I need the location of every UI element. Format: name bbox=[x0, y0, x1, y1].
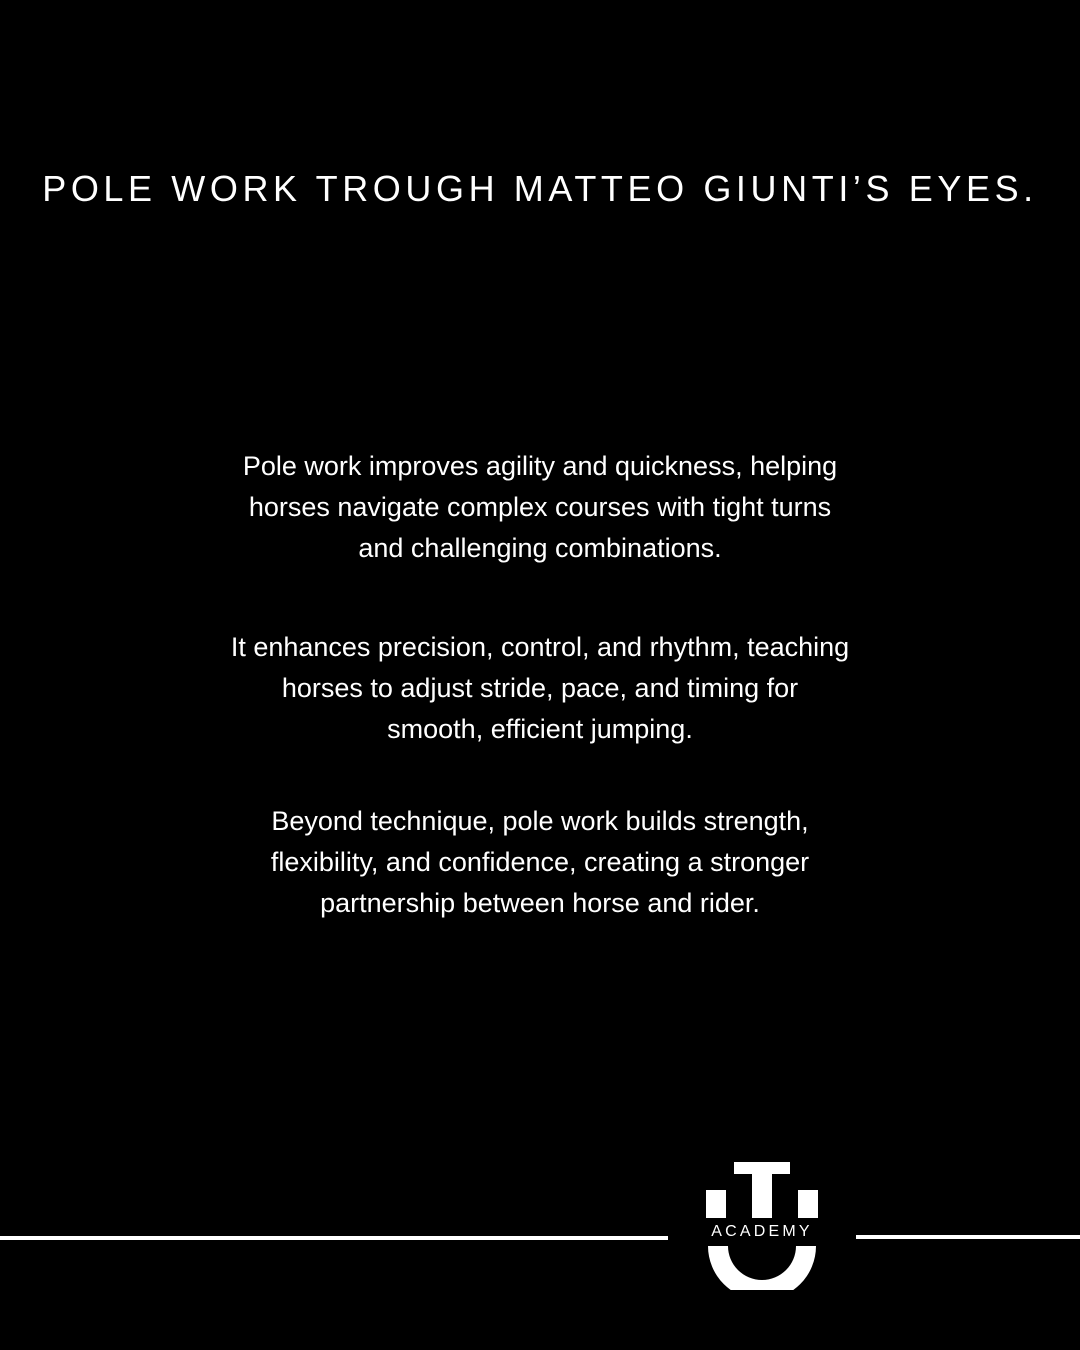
paragraph-agility bbox=[140, 446, 940, 569]
paragraph-strength bbox=[140, 801, 940, 924]
paragraph-line: horses navigate complex courses with tight turns bbox=[248, 492, 832, 522]
divider-left bbox=[0, 1236, 668, 1240]
paragraph-line: smooth, efficient jumping. bbox=[387, 714, 693, 744]
paragraph-line: flexibility, and confidence, creating a stronger bbox=[270, 847, 810, 877]
academy-wordmark: ACADEMY bbox=[711, 1223, 813, 1240]
paragraph-line: It enhances precision, control, and rhythm, teaching bbox=[230, 632, 850, 662]
paragraph-line: and challenging combinations. bbox=[358, 533, 722, 563]
page-title: POLE WORK TROUGH MATTEO GIUNTI’S EYES. bbox=[42, 168, 1038, 209]
divider-right bbox=[856, 1235, 1080, 1239]
paragraph-precision bbox=[140, 627, 940, 750]
paragraph-line: Pole work improves agility and quickness, helping bbox=[242, 451, 838, 481]
paragraph-line: partnership between horse and rider. bbox=[320, 888, 760, 918]
paragraph-line: horses to adjust stride, pace, and timing for bbox=[281, 673, 799, 703]
paragraph-line: Beyond technique, pole work builds strength, bbox=[271, 806, 809, 836]
